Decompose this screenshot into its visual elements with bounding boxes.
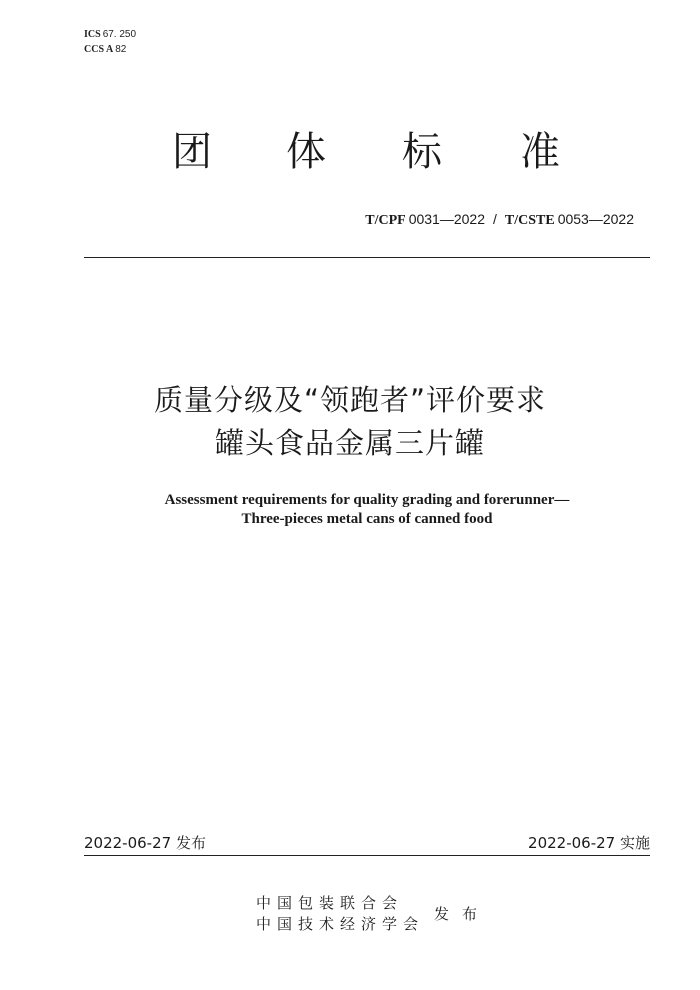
standard-type-char: 标: [402, 129, 442, 175]
ccs-label: CCS A: [84, 44, 114, 55]
standard-type-char: 准: [520, 129, 560, 175]
publish-date: 2022-06-27 发布: [84, 834, 206, 852]
standard-number-2: 0053—2022: [557, 211, 634, 227]
bottom-divider: [84, 855, 650, 856]
standard-number-1: 0031—2022: [408, 211, 485, 227]
ics-code: [84, 28, 136, 42]
ics-label: ICS: [84, 29, 101, 40]
standard-numbers: [365, 210, 634, 230]
ccs-value: 82: [115, 44, 127, 55]
ics-value: 67. 250: [102, 29, 137, 40]
ccs-code: [84, 43, 126, 57]
english-title-line-1: Assessment requirements for quality grading and forerunner—: [164, 492, 570, 508]
standard-type-char: 体: [286, 129, 326, 175]
standard-type-char: 团: [172, 129, 212, 175]
top-divider: [84, 257, 650, 258]
standard-prefix-1: T/CPF: [365, 213, 406, 228]
standard-prefix-2: T/CSTE: [504, 213, 555, 228]
publish-label: 发布: [434, 905, 491, 923]
publisher-org-2: 中国技术经济学会: [256, 915, 425, 933]
publisher-org-1: 中国包装联合会: [256, 894, 404, 912]
standard-separator: /: [493, 211, 497, 227]
standard-type-heading: [0, 127, 700, 177]
implement-date: 2022-06-27 实施: [528, 834, 650, 852]
chinese-title-line-2: 罐头食品金属三片罐: [214, 426, 485, 460]
chinese-title-line-1: 质量分级及“领跑者”评价要求: [153, 383, 547, 417]
english-title-line-2: Three-pieces metal cans of canned food: [241, 511, 493, 527]
